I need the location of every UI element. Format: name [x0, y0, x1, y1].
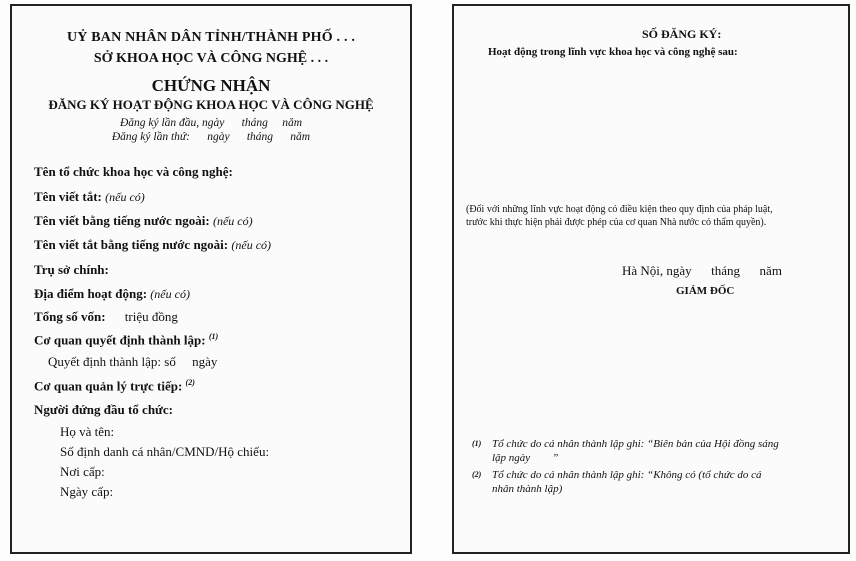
foreign-short-label: Tên viết tắt bằng tiếng nước ngoài: — [34, 237, 229, 252]
footnote-1-line2: lập ngày ” — [492, 452, 559, 464]
org-name-label: Tên tổ chức khoa học và công nghệ: — [34, 164, 233, 179]
short-name-note: (nếu có) — [105, 190, 145, 204]
registration-number-label: SỐ ĐĂNG KÝ: — [642, 27, 722, 41]
conditional-note-line2: trước khi thực hiện phải được phép của cơ quan Nhà nước có thẩm quyền). — [466, 217, 767, 228]
managing-agency-label: Cơ quan quản lý trực tiếp: — [34, 378, 183, 394]
footnote-2-line2: nhân thành lập) — [492, 483, 563, 495]
full-name-label: Họ và tên: — [60, 424, 115, 439]
capital-label: Tổng số vốn: — [34, 309, 106, 324]
headquarters-label: Trụ sở chính: — [34, 262, 109, 277]
location-label: Địa điểm hoạt động: — [34, 286, 148, 301]
short-name-label: Tên viết tắt: — [34, 189, 102, 204]
location-note: (nếu có) — [150, 287, 190, 301]
footnote-2-ref: (2) — [472, 470, 482, 479]
footnote-1-line1: Tổ chức do cá nhân thành lập ghi: “Biên bản của Hội đồng sáng — [492, 438, 779, 450]
founding-agency-row — [34, 332, 218, 348]
issuer-department: SỞ KHOA HỌC VÀ CÔNG NGHỆ . . . — [93, 51, 329, 66]
certificate-subtitle: ĐĂNG KÝ HOẠT ĐỘNG KHOA HỌC VÀ CÔNG NGHỆ — [48, 97, 374, 112]
decision-line: Quyết định thành lập: số ngày — [48, 354, 218, 369]
id-number-label: Số định danh cá nhân/CMND/Hộ chiếu: — [60, 444, 270, 459]
certificate-back-page — [452, 4, 850, 554]
footnote-2-line1: Tổ chức do cá nhân thành lập ghi: “Không có (tổ chức do cá — [492, 469, 762, 481]
registration-nth-date: Đăng ký lần thứ: ngày tháng năm — [111, 131, 311, 143]
capital-unit: triệu đồng — [124, 309, 178, 324]
short-name-row — [34, 189, 145, 205]
managing-agency-row — [34, 378, 195, 394]
activities-heading: Hoạt động trong lĩnh vực khoa học và công nghệ sau: — [488, 46, 738, 58]
footnote-1-ref: (1) — [472, 439, 482, 448]
place-date-line: Hà Nội, ngày tháng năm — [622, 263, 782, 278]
certificate-title: CHỨNG NHẬN — [151, 76, 271, 95]
foreign-short-row — [34, 237, 271, 253]
founding-agency-ref: (1) — [208, 332, 219, 341]
director-title: GIÁM ĐỐC — [676, 285, 735, 297]
issuer-province: UỶ BAN NHÂN DÂN TỈNH/THÀNH PHỐ . . . — [66, 30, 356, 45]
issue-place-label: Nơi cấp: — [60, 464, 105, 479]
certificate-front-page — [10, 4, 412, 554]
foreign-name-note: (nếu có) — [212, 214, 253, 228]
capital-row — [34, 309, 178, 325]
head-label: Người đứng đầu tổ chức: — [34, 402, 173, 417]
conditional-note-line1: (Đối với những lĩnh vực hoạt động có điều kiện theo quy định của pháp luật, — [466, 204, 773, 215]
issue-date-label: Ngày cấp: — [60, 484, 114, 499]
managing-agency-ref: (2) — [185, 378, 195, 387]
foreign-short-note: (nếu có) — [231, 238, 272, 252]
location-row — [34, 286, 190, 302]
foreign-name-row — [34, 213, 253, 229]
foreign-name-label: Tên viết bằng tiếng nước ngoài: — [34, 213, 210, 228]
founding-agency-label: Cơ quan quyết định thành lập: — [34, 332, 206, 348]
registration-first-date: Đăng ký lần đầu, ngày tháng năm — [119, 117, 303, 129]
